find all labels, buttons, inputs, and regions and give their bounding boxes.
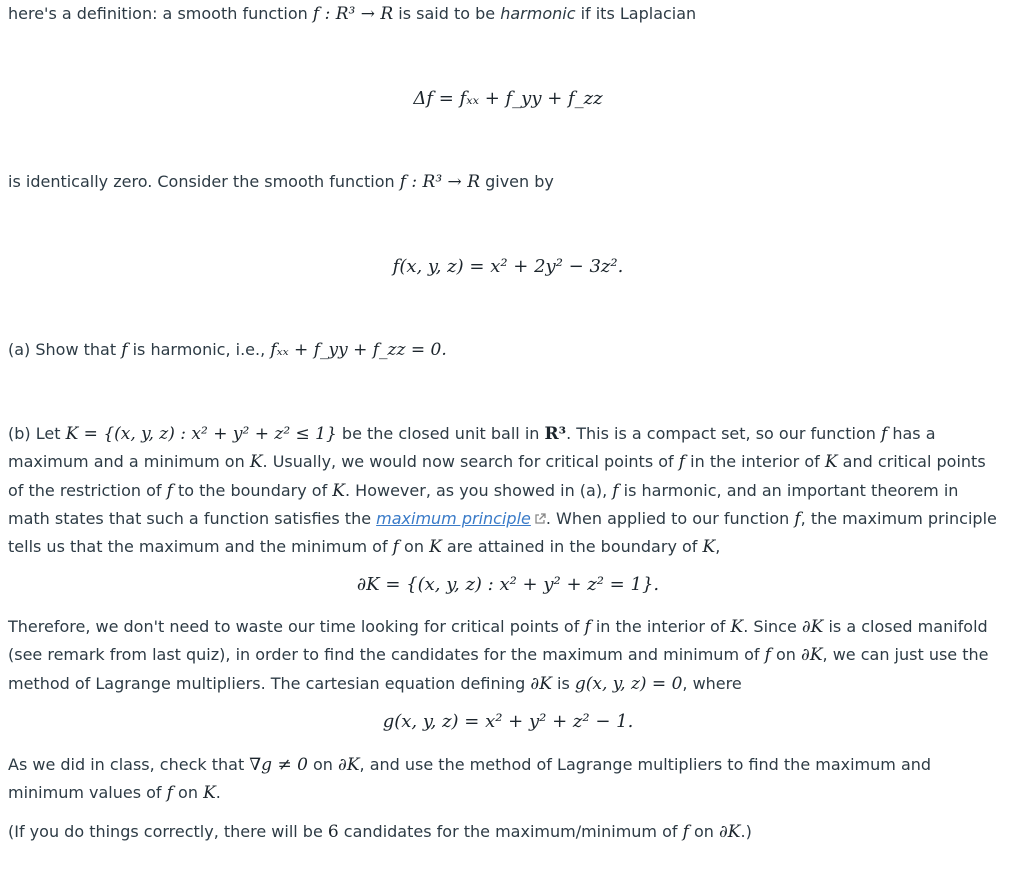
text: (a) Show that (8, 340, 122, 359)
boundary-equation (8, 573, 1008, 597)
text: . However, as you showed in (a), (345, 480, 613, 500)
math: f (794, 508, 801, 529)
text: of the restriction of (8, 480, 167, 500)
math: ∇g ≠ 0 (249, 755, 308, 775)
math: ∂K (801, 645, 823, 666)
text: , we can just use the (822, 645, 989, 665)
math: ∂K (338, 755, 360, 775)
part-b-line-3 (8, 477, 1008, 505)
text: , and use the method of Lagrange multipliers to find the maximum and (359, 755, 932, 774)
hint-line (8, 822, 752, 842)
text: is said to be (393, 4, 501, 23)
text: on (688, 822, 720, 841)
consider-line (8, 172, 554, 192)
therefore-line-1 (8, 613, 1008, 641)
part-b-line-1 (8, 420, 1008, 448)
text: , where (682, 673, 742, 693)
equation: g(x, y, z) = x² + y² + z² − 1. (382, 711, 634, 732)
as-we-did-line-1 (8, 751, 1008, 779)
math: K (824, 452, 838, 473)
therefore-line-2 (8, 641, 1008, 669)
as-we-did-line-2 (8, 779, 1008, 807)
math: g(x, y, z) = 0 (574, 673, 683, 694)
text: on (307, 755, 339, 774)
text: is harmonic, and an important theorem in (618, 480, 959, 500)
math: f (166, 480, 173, 501)
definition-line (8, 4, 696, 24)
text: (b) Let (8, 424, 66, 443)
math: K = {(x, y, z) : x² + y² + z² ≤ 1} (65, 424, 337, 444)
part-b-line-5 (8, 533, 1008, 561)
equation: f(x, y, z) = x² + 2y² − 3z². (392, 256, 624, 277)
math: f (166, 783, 173, 804)
text: math states that such a function satisfies the (8, 508, 377, 528)
text: is a closed manifold (823, 617, 988, 636)
text: Therefore, we don't need to waste our time looking for critical points of (8, 617, 585, 636)
text: , (715, 537, 721, 557)
text: in the interior of (590, 617, 731, 636)
math: ∂K (719, 822, 741, 842)
equation: ∂K = {(x, y, z) : x² + y² + z² = 1}. (356, 574, 660, 595)
text: if its Laplacian (575, 4, 697, 23)
math: R³ (544, 424, 567, 444)
harmonic-term: harmonic (500, 4, 576, 23)
maximum-principle-link[interactable]: maximum principle (376, 508, 531, 528)
text: . When applied to our function (545, 508, 795, 528)
text: tells us that the maximum and the minimum of (8, 537, 393, 557)
math: f (612, 480, 619, 501)
math: ∂K (530, 673, 552, 694)
math: fₓₓ + f_yy + f_zz = 0. (270, 340, 447, 360)
text: , the maximum principle (800, 508, 997, 528)
text: in the interior of (685, 452, 825, 472)
text: is identically zero. Consider the smooth function (8, 172, 400, 191)
text: are attained in the boundary of (441, 537, 703, 557)
math: K (249, 452, 263, 473)
text: (If you do things correctly, there will be (8, 822, 328, 841)
part-b-line-2 (8, 448, 1008, 476)
math: f (121, 340, 128, 360)
g-equation (8, 710, 1008, 734)
laplacian-equation (8, 87, 1008, 111)
part-b-line-4 (8, 505, 1008, 533)
text: .) (740, 822, 752, 841)
text: on (770, 645, 802, 665)
math: K (332, 480, 345, 501)
math: f (764, 645, 771, 666)
math: 6 (327, 822, 339, 842)
therefore-paragraph (8, 613, 1008, 698)
text: on (172, 783, 204, 803)
external-link-icon[interactable] (534, 513, 546, 525)
text: and critical points (837, 452, 986, 472)
math: K (730, 617, 744, 637)
math: K (702, 537, 716, 558)
math-f-r3-r: f : R³ → R (399, 172, 480, 192)
text: has a (887, 424, 936, 443)
text: . This is a compact set, so our function (566, 424, 881, 443)
text: here's a definition: a smooth function (8, 4, 313, 23)
text: be the closed unit ball in (336, 424, 545, 443)
math: f (880, 424, 888, 444)
part-b-paragraph (8, 420, 1008, 561)
text: . Usually, we would now search for critical points of (262, 452, 679, 472)
math: f (584, 617, 591, 637)
math: ∂K (801, 617, 824, 637)
text: is (551, 673, 575, 693)
math: f (392, 537, 399, 558)
text: . (215, 783, 221, 803)
text: to the boundary of (172, 480, 333, 500)
text: maximum and a minimum on (8, 452, 250, 472)
math: f (682, 822, 689, 842)
text: (see remark from last quiz), in order to find the candidates for the maximum and minimum of (8, 645, 765, 665)
text: on (398, 537, 430, 557)
as-we-did-paragraph (8, 751, 1008, 808)
text: is harmonic, i.e., (127, 340, 271, 359)
text: As we did in class, check that (8, 755, 250, 774)
math: K (429, 537, 442, 558)
math: K (203, 783, 216, 804)
part-a (8, 340, 447, 360)
text: . Since (743, 617, 802, 636)
equation: Δf = fₓₓ + f_yy + f_zz (413, 88, 603, 109)
math-f-r3-r: f : R³ → R (312, 4, 394, 24)
text: candidates for the maximum/minimum of (338, 822, 683, 841)
text: minimum values of (8, 783, 167, 803)
text: given by (480, 172, 554, 191)
therefore-line-3 (8, 670, 1008, 698)
function-equation (8, 255, 1008, 279)
text: method of Lagrange multipliers. The cartesian equation defining (8, 673, 531, 693)
math: f (678, 452, 686, 473)
